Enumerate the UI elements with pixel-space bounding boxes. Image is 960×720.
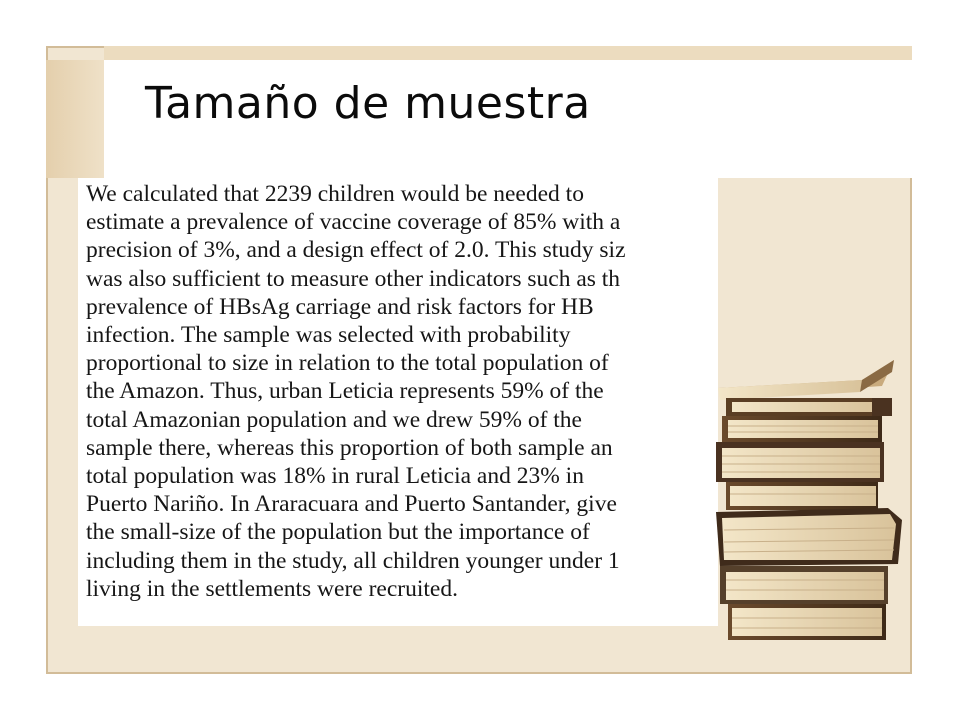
book-5 [726,482,878,510]
excerpt-line: the Amazon. Thus, urban Leticia represents 59% of the [86,378,604,405]
book-2 [726,398,892,416]
excerpt-line: Puerto Nariño. In Araracuara and Puerto Santander, give [86,491,617,518]
book-7 [720,566,888,604]
excerpt-line: infection. The sample was selected with probability [86,322,571,349]
book-1 [718,360,894,400]
excerpt-text [86,180,718,603]
excerpt-line: total Amazonian population and we drew 59% of the [86,406,582,433]
excerpt-line: precision of 3%, and a design effect of 2.0. This study siz [86,237,626,264]
excerpt-line: prevalence of HBsAg carriage and risk factors for HB [86,293,594,320]
book-8 [728,604,886,640]
frame-top-shade [104,46,912,60]
excerpt-line: estimate a prevalence of vaccine coverage of 85% with a [86,209,621,236]
excerpt-line: total population was 18% in rural Leticia and 23% in [86,463,584,490]
slide-title: Tamaño de muestra [145,78,591,129]
excerpt-line: sample there, whereas this proportion of both sample an [86,434,613,461]
excerpt-panel [78,178,718,626]
excerpt-line: living in the settlements were recruited. [86,575,458,602]
book-4 [716,442,884,482]
frame-left-shade [46,60,104,178]
stack-of-books-image [712,352,906,644]
excerpt-line: We calculated that 2239 children would be needed to [86,181,584,207]
excerpt-line: proportional to size in relation to the total population of [86,350,609,377]
excerpt-line: including them in the study, all children younger under 1 [86,547,620,574]
excerpt-line: was also sufficient to measure other indicators such as th [86,265,621,292]
book-6 [716,508,902,566]
excerpt-line: the small-size of the population but the importance of [86,519,590,546]
book-3 [722,416,882,442]
